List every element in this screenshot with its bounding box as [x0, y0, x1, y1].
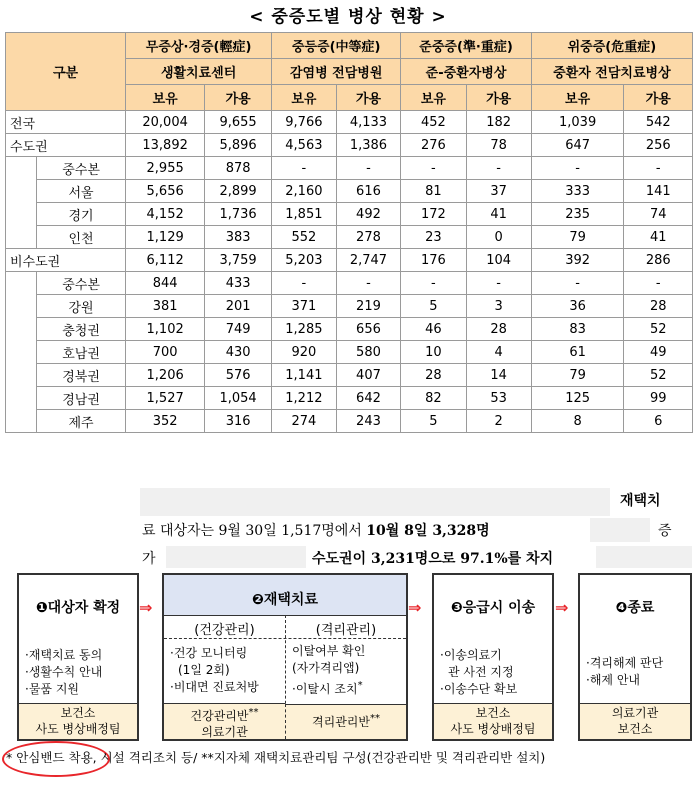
sub-header: 가용	[205, 85, 272, 111]
table-cell: 383	[205, 226, 272, 249]
table-cell: -	[272, 157, 337, 180]
step-foot-line: 사도 병상배정팀	[450, 722, 536, 736]
redacted-area	[590, 518, 650, 542]
table-cell: 235	[531, 203, 624, 226]
indent-cell	[6, 272, 37, 295]
table-cell: 5	[401, 295, 466, 318]
table-cell: 172	[401, 203, 466, 226]
sub-header: 보유	[531, 85, 624, 111]
step-foot-line: 의료기관	[611, 706, 659, 720]
table-cell: 182	[466, 111, 531, 134]
step-line: ·물품 지원	[25, 682, 79, 696]
table-row	[6, 318, 693, 341]
body-text: 가	[142, 551, 156, 567]
table-cell: 49	[624, 341, 693, 364]
body-text: 재택치	[620, 493, 661, 509]
step-box-confirm	[17, 573, 139, 741]
table-body	[6, 111, 693, 433]
step-body	[170, 645, 285, 696]
table-cell: 1,054	[205, 387, 272, 410]
table-cell: 878	[205, 157, 272, 180]
table-cell: 46	[401, 318, 466, 341]
step-foot	[19, 703, 137, 739]
table-cell: 580	[336, 341, 401, 364]
table-cell: -	[401, 157, 466, 180]
step-line: ·비대면 진료처방	[170, 680, 259, 694]
table-row	[6, 226, 693, 249]
table-cell: 1,141	[272, 364, 337, 387]
step-title	[580, 597, 690, 617]
sub-header: 보유	[272, 85, 337, 111]
table-cell: 1,527	[126, 387, 205, 410]
sub-header: 보유	[126, 85, 205, 111]
bed-status-table	[5, 32, 693, 433]
indent-cell	[6, 387, 37, 410]
row-label: 중수본	[37, 157, 126, 180]
table-cell: 176	[401, 249, 466, 272]
table-cell: -	[624, 272, 693, 295]
table-cell: 6,112	[126, 249, 205, 272]
table-cell: 316	[205, 410, 272, 433]
step-number: ❷	[252, 592, 264, 608]
table-cell: 1,039	[531, 111, 624, 134]
table-cell: 2,747	[336, 249, 401, 272]
table-cell: -	[624, 157, 693, 180]
step-title	[434, 597, 552, 617]
step-number: ❹	[615, 600, 628, 616]
table-cell: 1,285	[272, 318, 337, 341]
row-label: 전국	[6, 111, 126, 134]
table-cell: 1,386	[336, 134, 401, 157]
step-line: ·생활수칙 안내	[25, 665, 103, 679]
table-cell: 41	[624, 226, 693, 249]
category-header: 중등증(中等症)	[272, 33, 401, 59]
row-label: 인천	[37, 226, 126, 249]
row-label: 제주	[37, 410, 126, 433]
redacted-area	[596, 546, 692, 568]
category-header: 준중증(準·重症)	[401, 33, 532, 59]
step-number: ❶	[35, 600, 48, 616]
row-label: 충청권	[37, 318, 126, 341]
redacted-area	[166, 546, 306, 568]
table-cell: 371	[272, 295, 337, 318]
table-cell: 83	[531, 318, 624, 341]
table-cell: 13,892	[126, 134, 205, 157]
table-cell: 201	[205, 295, 272, 318]
table-cell: 9,655	[205, 111, 272, 134]
step-foot-line: 건강관리반	[190, 709, 249, 723]
table-cell: 4	[466, 341, 531, 364]
table-cell: 10	[401, 341, 466, 364]
step-foot-line: 보건소	[475, 706, 511, 720]
table-cell: 2	[466, 410, 531, 433]
step-body	[586, 655, 686, 689]
step-title	[164, 589, 406, 609]
step-foot	[580, 703, 690, 739]
step-body	[440, 647, 548, 698]
table-cell: 37	[466, 180, 531, 203]
table-cell: 5,656	[126, 180, 205, 203]
table-row	[6, 364, 693, 387]
table-cell: 276	[401, 134, 466, 157]
step-title-text: 대상자 확정	[47, 600, 121, 616]
row-label: 호남권	[37, 341, 126, 364]
table-cell: -	[531, 157, 624, 180]
table-cell: 4,152	[126, 203, 205, 226]
table-cell: 920	[272, 341, 337, 364]
table-cell: 28	[401, 364, 466, 387]
table-row	[6, 410, 693, 433]
table-cell: 433	[205, 272, 272, 295]
table-cell: 2,160	[272, 180, 337, 203]
table-cell: 82	[401, 387, 466, 410]
table-cell: 844	[126, 272, 205, 295]
flow-arrow: ⇒	[139, 598, 153, 617]
table-cell: 749	[205, 318, 272, 341]
indent-cell	[6, 295, 37, 318]
table-cell: 1,129	[126, 226, 205, 249]
step-title-text: 종료	[627, 600, 655, 616]
facility-header: 감염병 전담병원	[272, 59, 401, 85]
facility-header: 중환자 전담치료병상	[531, 59, 692, 85]
indent-cell	[6, 318, 37, 341]
table-cell: 52	[624, 364, 693, 387]
indent-cell	[6, 341, 37, 364]
body-text: 증	[658, 523, 672, 539]
row-label: 경북권	[37, 364, 126, 387]
table-cell: 452	[401, 111, 466, 134]
sub-header: 가용	[466, 85, 531, 111]
step-line: ·이송수단 확보	[440, 682, 518, 696]
table-cell: 542	[624, 111, 693, 134]
step-title-text: 재택치료	[263, 592, 318, 608]
indent-cell	[6, 364, 37, 387]
step-foot	[164, 703, 285, 739]
table-cell: 8	[531, 410, 624, 433]
indent-cell	[6, 180, 37, 203]
table-cell: 61	[531, 341, 624, 364]
table-cell: 492	[336, 203, 401, 226]
table-cell: 5,896	[205, 134, 272, 157]
table-cell: 642	[336, 387, 401, 410]
step-body	[25, 647, 133, 698]
body-text-bold: 10월 8일 3,328명	[366, 523, 490, 539]
footnote-mark: *	[357, 680, 363, 691]
body-text: 수도권이 3,231명으로 97.1%를 차지	[312, 551, 554, 567]
table-cell: 700	[126, 341, 205, 364]
step-line: 이탈여부 확인	[292, 644, 366, 658]
table-row	[6, 272, 693, 295]
step-line: (1일 2회)	[178, 663, 230, 677]
row-label: 수도권	[6, 134, 126, 157]
body-text	[142, 520, 490, 540]
table-cell: 5,203	[272, 249, 337, 272]
table-cell: 552	[272, 226, 337, 249]
step-box-emergency	[432, 573, 554, 741]
table-cell: 4,133	[336, 111, 401, 134]
indent-cell	[6, 226, 37, 249]
table-row	[6, 157, 693, 180]
table-cell: 407	[336, 364, 401, 387]
table-cell: 2,899	[205, 180, 272, 203]
table-cell: 52	[624, 318, 693, 341]
table-cell: 104	[466, 249, 531, 272]
table-cell: 6	[624, 410, 693, 433]
body-text-part: 료 대상자는 9월 30일 1,517명에서	[142, 523, 367, 539]
table-row	[6, 387, 693, 410]
step-number: ❸	[450, 600, 463, 616]
table-cell: 1,206	[126, 364, 205, 387]
indent-cell	[6, 157, 37, 180]
step-foot-line: 의료기관	[201, 725, 248, 739]
table-cell: 79	[531, 226, 624, 249]
flow-arrow: ⇒	[408, 598, 422, 617]
indent-cell	[6, 410, 37, 433]
facility-header: 준-중환자병상	[401, 59, 532, 85]
table-cell: 1,736	[205, 203, 272, 226]
table-row	[6, 111, 693, 134]
table-cell: 0	[466, 226, 531, 249]
table-cell: 125	[531, 387, 624, 410]
table-cell: 14	[466, 364, 531, 387]
table-cell: 41	[466, 203, 531, 226]
table-cell: 5	[401, 410, 466, 433]
redacted-area	[140, 488, 610, 516]
step-foot	[434, 703, 552, 739]
flow-arrow: ⇒	[555, 598, 569, 617]
table-cell: 78	[466, 134, 531, 157]
table-cell: 3,759	[205, 249, 272, 272]
table-row	[6, 341, 693, 364]
table-cell: 333	[531, 180, 624, 203]
table-cell: 274	[272, 410, 337, 433]
step-line: ·이탈시 조치	[292, 682, 358, 696]
page-title: < 중증도별 병상 현황 >	[249, 7, 447, 27]
table-cell: 20,004	[126, 111, 205, 134]
table-cell: 616	[336, 180, 401, 203]
table-cell: 286	[624, 249, 693, 272]
table-cell: 99	[624, 387, 693, 410]
row-label: 서울	[37, 180, 126, 203]
table-cell: 1,102	[126, 318, 205, 341]
table-cell: 2,955	[126, 157, 205, 180]
table-cell: 278	[336, 226, 401, 249]
step-body	[292, 643, 404, 698]
table-cell: -	[531, 272, 624, 295]
table-cell: 79	[531, 364, 624, 387]
table-row	[6, 180, 693, 203]
table-cell: 9,766	[272, 111, 337, 134]
table-cell: -	[272, 272, 337, 295]
row-label: 경남권	[37, 387, 126, 410]
table-cell: 4,563	[272, 134, 337, 157]
step-box-end	[578, 573, 692, 741]
table-cell: -	[466, 157, 531, 180]
table-cell: 81	[401, 180, 466, 203]
row-label: 비수도권	[6, 249, 126, 272]
table-cell: 576	[205, 364, 272, 387]
table-row	[6, 134, 693, 157]
table-cell: -	[336, 272, 401, 295]
table-row	[6, 295, 693, 318]
sub-header: 가용	[624, 85, 693, 111]
step-line: (자가격리앱)	[292, 661, 360, 675]
table-cell: 352	[126, 410, 205, 433]
table-cell: 647	[531, 134, 624, 157]
step-line: ·해제 안내	[586, 673, 640, 687]
indent-cell	[6, 203, 37, 226]
table-cell: -	[336, 157, 401, 180]
table-row	[6, 249, 693, 272]
step-foot-line: 사도 병상배정팀	[35, 722, 121, 736]
step-line: 관 사전 지정	[448, 665, 514, 679]
step-line: ·재택치료 동의	[25, 648, 103, 662]
table-cell: 3	[466, 295, 531, 318]
table-cell: 392	[531, 249, 624, 272]
footnote-mark: **	[369, 713, 380, 724]
table-cell: 219	[336, 295, 401, 318]
sub-title: (격리관리)	[315, 623, 377, 638]
table-cell: 53	[466, 387, 531, 410]
category-header: 무증상·경증(輕症)	[126, 33, 272, 59]
facility-header: 생활치료센터	[126, 59, 272, 85]
footnote: * 안심밴드 착용, 시설 격리조치 등/ **지자체 재택치료관리팀 구성(건강관리반 및 격리관리반 설치)	[6, 750, 546, 765]
step-title	[19, 597, 137, 617]
sub-header: 가용	[336, 85, 401, 111]
table-cell: 28	[624, 295, 693, 318]
step-line: ·격리해제 판단	[586, 656, 664, 670]
step-box-home-care	[162, 573, 408, 741]
row-label: 중수본	[37, 272, 126, 295]
sub-header: 보유	[401, 85, 466, 111]
step-line: ·건강 모니터링	[170, 646, 248, 660]
footnote-mark: **	[248, 707, 259, 718]
table-row	[6, 203, 693, 226]
table-cell: 381	[126, 295, 205, 318]
category-header: 위중증(危重症)	[531, 33, 692, 59]
table-cell: -	[466, 272, 531, 295]
table-cell: 256	[624, 134, 693, 157]
table-cell: 430	[205, 341, 272, 364]
step-foot-line: 격리관리반	[312, 715, 370, 729]
table-cell: 1,851	[272, 203, 337, 226]
table-cell: 74	[624, 203, 693, 226]
step-foot-line: 보건소	[617, 722, 653, 736]
row-label: 강원	[37, 295, 126, 318]
sub-divider	[164, 638, 406, 639]
step-title-text: 응급시 이송	[462, 600, 536, 616]
step-foot	[285, 704, 406, 739]
row-label: 경기	[37, 203, 126, 226]
table-cell: 36	[531, 295, 624, 318]
table-cell: 23	[401, 226, 466, 249]
step-foot-line: 보건소	[60, 706, 96, 720]
table-cell: 243	[336, 410, 401, 433]
table-cell: 141	[624, 180, 693, 203]
step-line: ·이송의료기	[440, 648, 502, 662]
group-header: 구분	[6, 33, 126, 111]
table-cell: -	[401, 272, 466, 295]
table-cell: 656	[336, 318, 401, 341]
table-cell: 28	[466, 318, 531, 341]
sub-title: (건강관리)	[194, 623, 255, 638]
table-cell: 1,212	[272, 387, 337, 410]
